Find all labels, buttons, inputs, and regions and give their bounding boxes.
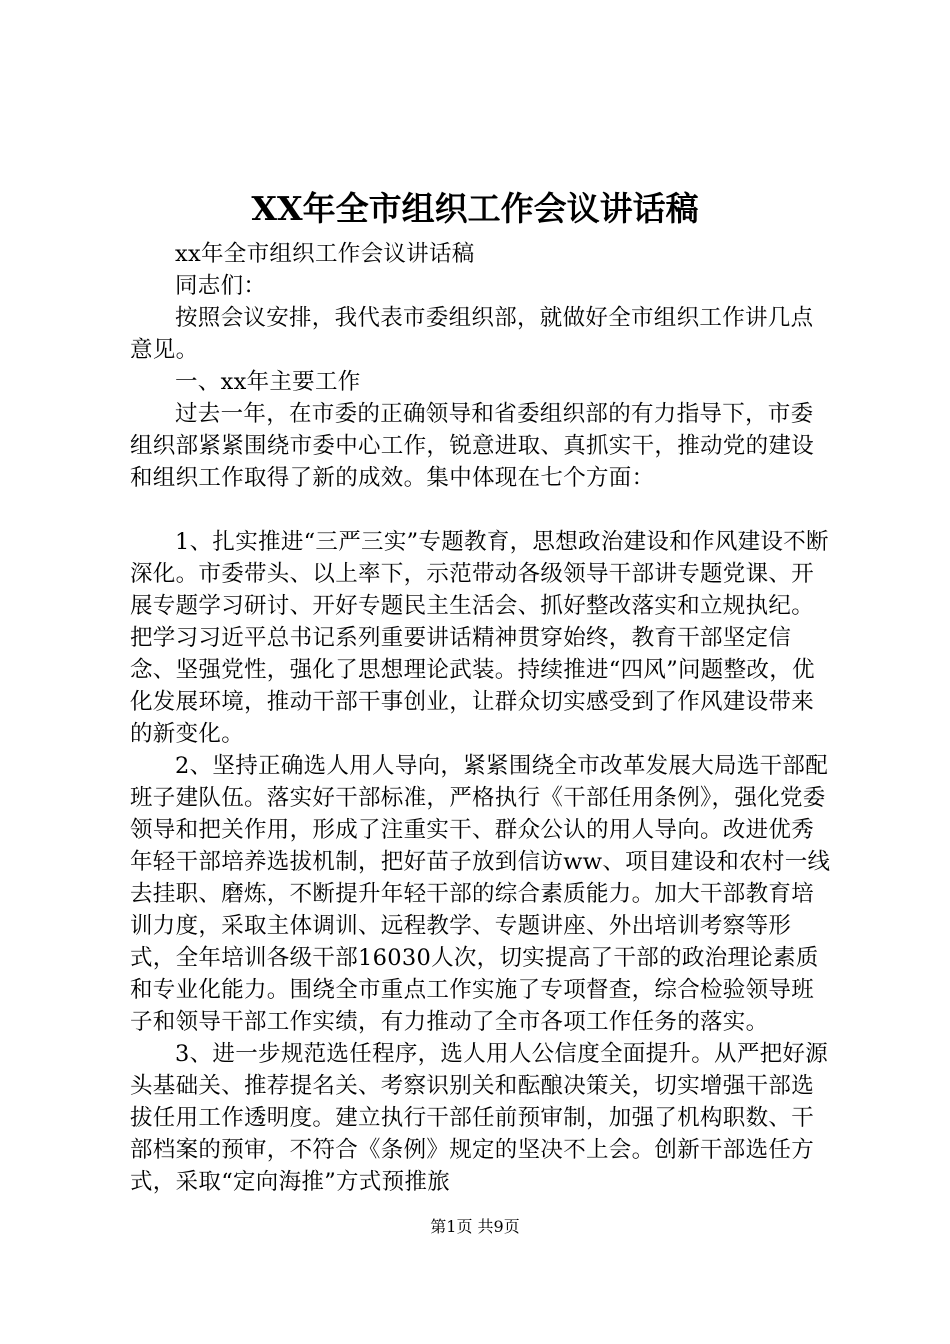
subtitle-paragraph: xx年全市组织工作会议讲话稿	[175, 241, 475, 267]
document-title: XX年全市组织工作会议讲话稿	[251, 189, 699, 228]
salutation-paragraph: 同志们：	[175, 273, 267, 299]
intro-paragraph: 按照会议安排，我代表市委组织部，就做好全市组织工作讲几点意见。	[130, 305, 814, 363]
page-footer: 第1页 共9页	[430, 1217, 520, 1236]
point-two-paragraph: 2、坚持正确选人用人导向，紧紧围绕全市改革发展大局选干部配班子建队伍。落实好干部标准，严格执行《干部任用条例》，强化党委领导和把关作用，形成了注重实干、群众公认的用人导向。改进优秀年轻干部培养选拔机制，把好苗子放到信访ww、项目建设和农村一线去挂职、磨炼，不断提升年轻干部的综合素质能力。加大干部教育培训力度，采取主体调训、远程教学、专题讲座、外出培训考察等形式，全年培训各级干部16030人次，切实提高了干部的政治理论素质和专业化能力。围绕全市重点工作实施了专项督查，综合检验领导班子和领导干部工作实绩，有力推动了全市各项工作任务的落实。	[130, 753, 831, 1035]
summary-paragraph: 过去一年，在市委的正确领导和省委组织部的有力指导下，市委组织部紧紧围绕市委中心工作，锐意进取、真抓实干，推动党的建设和组织工作取得了新的成效。集中体现在七个方面：	[130, 401, 815, 491]
blank-line	[130, 494, 832, 526]
point-three-paragraph: 3、进一步规范选任程序，选人用人公信度全面提升。从严把好源头基础关、推荐提名关、考察识别关和酝酿决策关，切实增强干部选拔任用工作透明度。建立执行干部任前预审制，加强了机构职数、干部档案的预审，不符合《条例》规定的坚决不上会。创新干部选任方式，采取“定向海推”方式预推旅	[130, 1041, 829, 1195]
point-one-paragraph: 1、扎实推进“三严三实”专题教育，思想政治建设和作风建设不断深化。市委带头、以上率下，示范带动各级领导干部讲专题党课、开展专题学习研讨、开好专题民主生活会、抓好整改落实和立规执纪。把学习习近平总书记系列重要讲话精神贯穿始终，教育干部坚定信念、坚强党性，强化了思想理论武装。持续推进“四风”问题整改，优化发展环境，推动干部干事创业，让群众切实感受到了作风建设带来的新变化。	[130, 529, 829, 747]
document-body	[130, 238, 832, 1198]
section-heading: 一、xx年主要工作	[175, 369, 361, 395]
